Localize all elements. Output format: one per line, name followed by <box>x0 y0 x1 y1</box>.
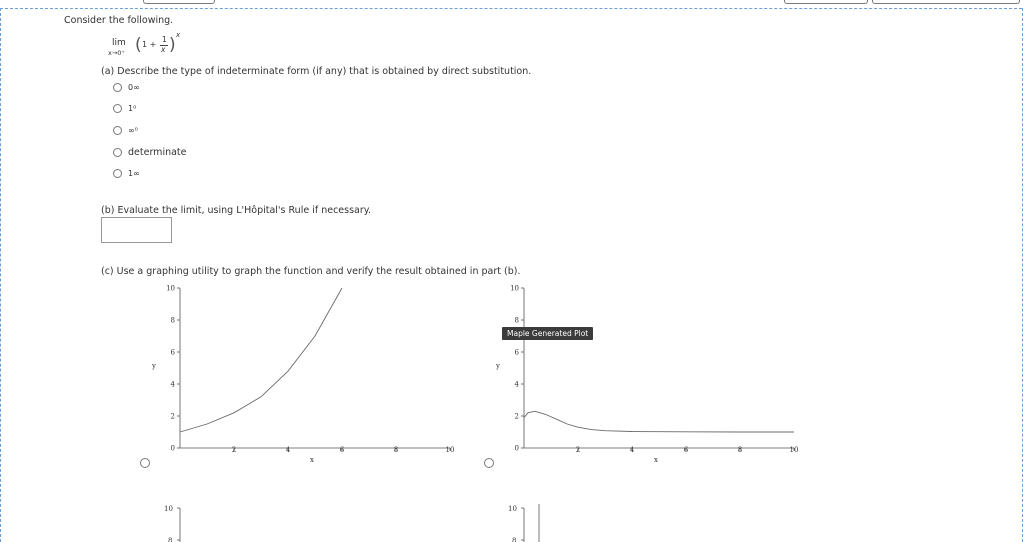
option-row[interactable] <box>113 169 140 178</box>
exponent: x <box>176 31 181 39</box>
graph-right-axes <box>524 288 794 448</box>
part-a-question: (a) Describe the type of indeterminate form (if any) that is obtained by direct substitution. <box>101 66 532 77</box>
graph-right-ylabel: y <box>496 362 500 370</box>
radio-button[interactable] <box>113 83 122 92</box>
lim-label: lim <box>112 38 126 48</box>
maple-plot-tooltip: Maple Generated Plot <box>502 327 593 340</box>
option-label: 1∞ <box>128 169 140 178</box>
answer-input[interactable] <box>101 217 172 243</box>
y-tick-label: 4 <box>514 380 519 389</box>
radio-button[interactable] <box>113 169 122 178</box>
top-button-2[interactable] <box>784 0 868 4</box>
x-tick-label: 2 <box>575 446 581 454</box>
option-label: 0∞ <box>128 83 140 92</box>
y-tick-label: 4 <box>170 380 175 389</box>
option-label: 1⁰ <box>128 104 137 113</box>
part-c-question: (c) Use a graphing utility to graph the function and verify the result obtained in part (b). <box>101 266 521 277</box>
x-tick-label: 8 <box>393 446 399 454</box>
frame-left <box>0 8 2 542</box>
graph-left-axes <box>180 288 450 448</box>
fraction-numerator: 1 <box>162 35 167 44</box>
y-tick-label: 10 <box>166 284 175 293</box>
x-tick-label: 4 <box>629 446 635 454</box>
y-tick-label: 8 <box>168 537 173 542</box>
option-row[interactable] <box>113 83 140 92</box>
graph-left <box>140 280 470 470</box>
part-b-question: (b) Evaluate the limit, using L'Hôpital's Rule if necessary. <box>101 205 372 216</box>
option-row[interactable] <box>113 126 138 135</box>
x-tick-label: 2 <box>231 446 237 454</box>
radio-button[interactable] <box>113 148 122 157</box>
limit-expression <box>106 30 196 58</box>
y-tick-label: 6 <box>170 348 175 357</box>
y-tick-label: 0 <box>514 444 519 453</box>
right-paren: ) <box>169 35 176 55</box>
problem-title: Consider the following. <box>64 15 174 26</box>
left-paren: ( <box>135 35 142 55</box>
graph-right-curve <box>524 411 794 432</box>
graph-left-curve <box>180 288 342 432</box>
graph-left-xlabel: x <box>310 456 314 464</box>
option-row[interactable] <box>113 104 136 113</box>
x-tick-label: 4 <box>285 446 291 454</box>
option-label: determinate <box>128 147 187 158</box>
graph-bottom-left <box>140 498 470 542</box>
graph-right-xlabel: x <box>654 456 658 464</box>
y-tick-label: 8 <box>170 316 175 325</box>
graph-bottom-right <box>484 498 814 542</box>
y-tick-label: 2 <box>514 412 519 421</box>
option-row[interactable] <box>113 147 187 158</box>
option-label: ∞⁰ <box>128 126 138 135</box>
y-tick-label: 8 <box>514 316 519 325</box>
radio-button[interactable] <box>113 104 122 113</box>
x-tick-label: 8 <box>737 446 743 454</box>
one-plus: 1 + <box>142 40 157 49</box>
lim-approach: x→0⁺ <box>108 49 125 57</box>
x-tick-label: 6 <box>339 446 345 454</box>
x-tick-label: 10 <box>445 446 455 454</box>
top-button-3[interactable] <box>872 0 1020 4</box>
top-button-1[interactable] <box>143 0 215 4</box>
radio-button[interactable] <box>113 126 122 135</box>
y-tick-label: 10 <box>164 505 173 513</box>
y-tick-label: 8 <box>512 537 517 542</box>
y-tick-label: 2 <box>170 412 175 421</box>
x-tick-label: 6 <box>683 446 689 454</box>
y-tick-label: 0 <box>170 444 175 453</box>
graph-right <box>484 280 814 470</box>
graph-left-ylabel: y <box>152 362 156 370</box>
frame-top <box>0 8 1022 10</box>
y-tick-label: 10 <box>510 284 519 293</box>
y-tick-label: 10 <box>508 505 517 513</box>
y-tick-label: 6 <box>514 348 519 357</box>
x-tick-label: 10 <box>789 446 799 454</box>
fraction-denominator: x <box>161 45 166 54</box>
